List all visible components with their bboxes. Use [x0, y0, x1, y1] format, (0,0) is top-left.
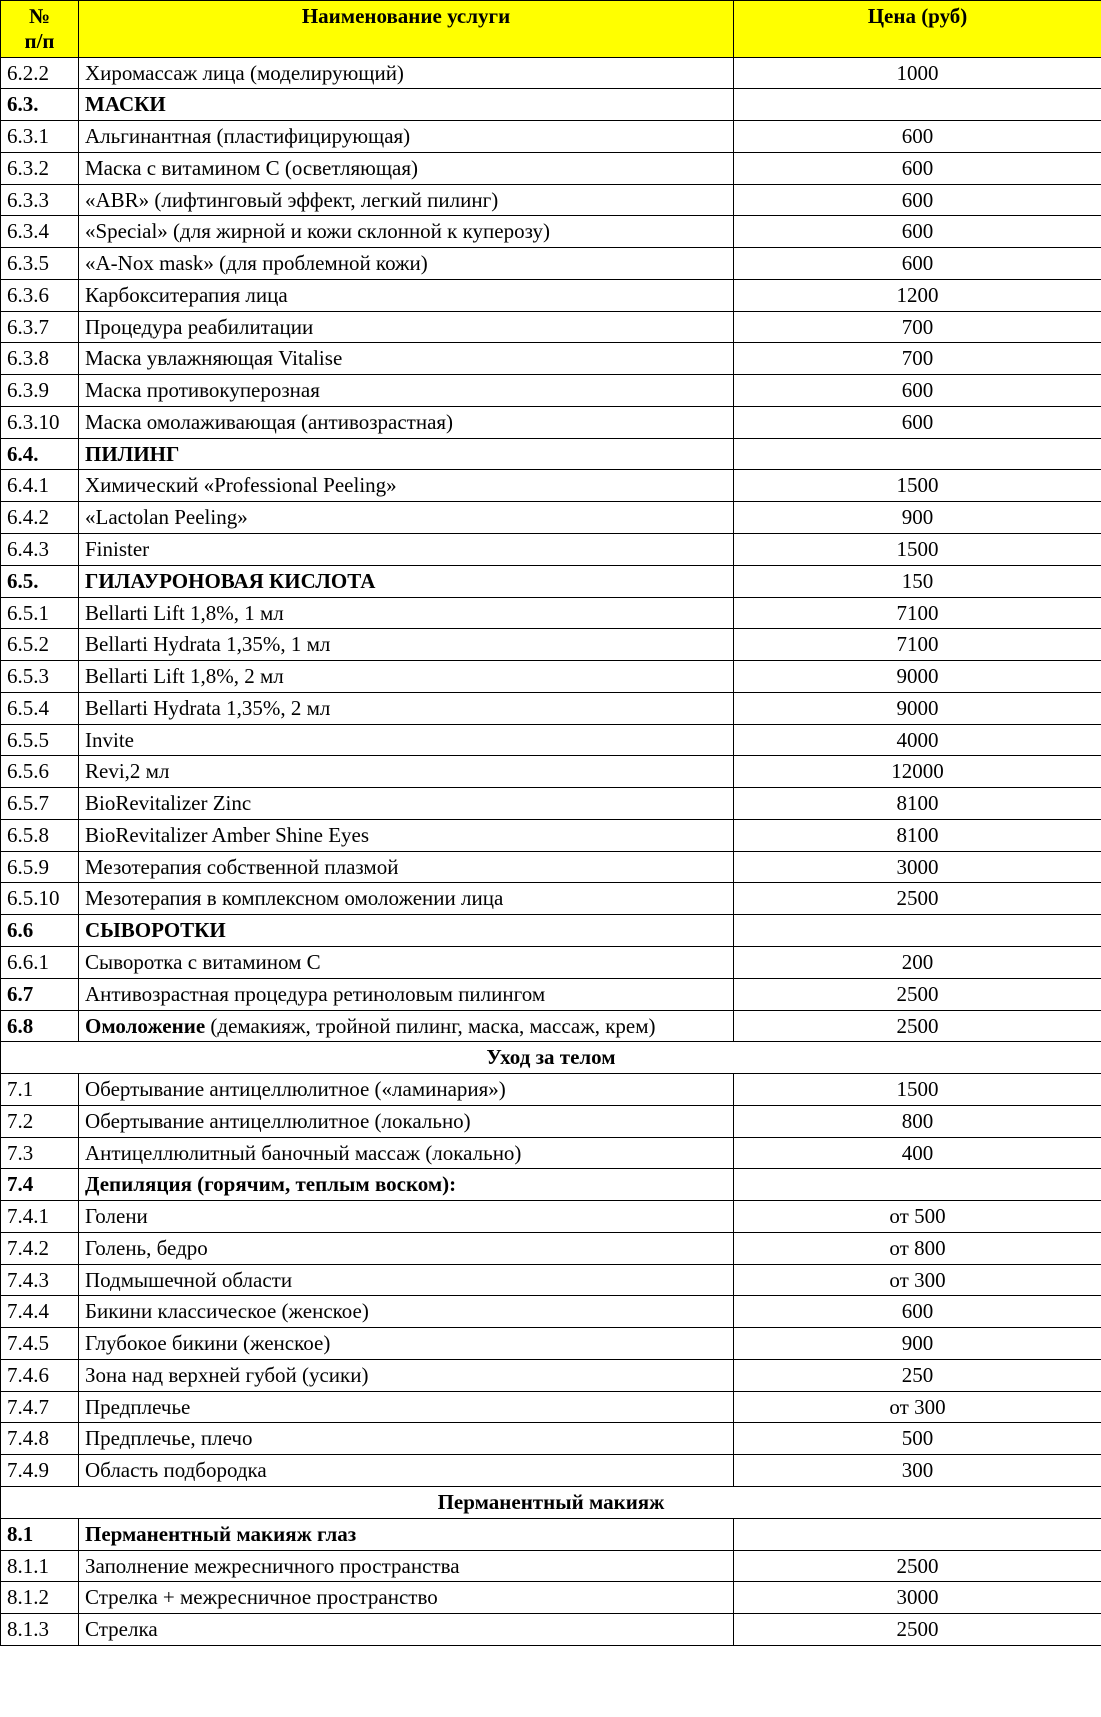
cell-number: 7.4.1	[1, 1201, 79, 1233]
cell-number: 6.7	[1, 978, 79, 1010]
cell-service-name: Процедура реабилитации	[79, 311, 734, 343]
cell-number: 8.1.1	[1, 1550, 79, 1582]
cell-price: 600	[734, 406, 1101, 438]
cell-service-name: Голени	[79, 1201, 734, 1233]
cell-price: 8100	[734, 788, 1101, 820]
table-row	[1, 1264, 1101, 1296]
group-title: Уход за телом	[1, 1042, 1101, 1074]
cell-number: 6.2.2	[1, 57, 79, 89]
column-header-service-name: Наименование услуги	[79, 1, 734, 58]
cell-price: 600	[734, 121, 1101, 153]
cell-price: 700	[734, 311, 1101, 343]
table-row	[1, 819, 1101, 851]
table-row	[1, 661, 1101, 693]
table-row	[1, 1391, 1101, 1423]
cell-number: 6.5.4	[1, 692, 79, 724]
cell-service-name: Антивозрастная процедура ретиноловым пилингом	[79, 978, 734, 1010]
cell-service-name: Мезотерапия собственной плазмой	[79, 851, 734, 883]
cell-number: 7.3	[1, 1137, 79, 1169]
cell-price: 700	[734, 343, 1101, 375]
table-row	[1, 1455, 1101, 1487]
table-row	[1, 1010, 1101, 1042]
cell-price: 3000	[734, 851, 1101, 883]
cell-number: 6.8	[1, 1010, 79, 1042]
cell-number: 6.3.9	[1, 375, 79, 407]
table-row	[1, 978, 1101, 1010]
cell-price: 2500	[734, 1010, 1101, 1042]
cell-price: 250	[734, 1359, 1101, 1391]
table-row	[1, 1614, 1101, 1646]
table-row	[1, 1518, 1101, 1550]
table-row	[1, 1328, 1101, 1360]
table-row	[1, 946, 1101, 978]
cell-price: 1500	[734, 1074, 1101, 1106]
cell-number: 7.4.7	[1, 1391, 79, 1423]
cell-service-name: Invite	[79, 724, 734, 756]
cell-number: 6.6.1	[1, 946, 79, 978]
cell-service-name: Бикини классическое (женское)	[79, 1296, 734, 1328]
table-header	[1, 1, 1101, 58]
table-row	[1, 1582, 1101, 1614]
cell-price	[734, 1518, 1101, 1550]
cell-service-name: Предплечье	[79, 1391, 734, 1423]
cell-price: 7100	[734, 597, 1101, 629]
cell-number: 7.4.4	[1, 1296, 79, 1328]
cell-price: 200	[734, 946, 1101, 978]
cell-service-name: Химический «Professional Peeling»	[79, 470, 734, 502]
table-row	[1, 1074, 1101, 1106]
cell-number: 6.5.	[1, 565, 79, 597]
cell-price: от 800	[734, 1232, 1101, 1264]
cell-service-name: Обертывание антицеллюлитное (локально)	[79, 1105, 734, 1137]
cell-service-name: «A-Nox mask» (для проблемной кожи)	[79, 248, 734, 280]
cell-number: 6.3.2	[1, 152, 79, 184]
cell-service-name: Bellarti Lift 1,8%, 2 мл	[79, 661, 734, 693]
cell-service-name: BioRevitalizer Amber Shine Eyes	[79, 819, 734, 851]
cell-service-name: Стрелка	[79, 1614, 734, 1646]
cell-number: 6.5.5	[1, 724, 79, 756]
table-row	[1, 883, 1101, 915]
cell-number: 8.1	[1, 1518, 79, 1550]
cell-number: 6.3.6	[1, 279, 79, 311]
cell-price	[734, 1169, 1101, 1201]
cell-number: 6.5.3	[1, 661, 79, 693]
column-header-number-line2: п/п	[24, 28, 55, 53]
table-row	[1, 89, 1101, 121]
cell-price: от 500	[734, 1201, 1101, 1233]
table-row	[1, 438, 1101, 470]
table-body	[1, 57, 1101, 1645]
cell-service-name: Предплечье, плечо	[79, 1423, 734, 1455]
cell-price: 1200	[734, 279, 1101, 311]
cell-number: 6.5.6	[1, 756, 79, 788]
table-row	[1, 121, 1101, 153]
cell-service-name: Депиляция (горячим, теплым воском):	[79, 1169, 734, 1201]
cell-price: 12000	[734, 756, 1101, 788]
cell-price	[734, 438, 1101, 470]
cell-price: 600	[734, 375, 1101, 407]
cell-service-name: Finister	[79, 534, 734, 566]
table-row	[1, 343, 1101, 375]
cell-price: 1500	[734, 534, 1101, 566]
cell-service-name: Маска с витамином С (осветляющая)	[79, 152, 734, 184]
table-row	[1, 248, 1101, 280]
cell-number: 6.5.8	[1, 819, 79, 851]
cell-price: 4000	[734, 724, 1101, 756]
cell-price: 1000	[734, 57, 1101, 89]
cell-service-name: Подмышечной области	[79, 1264, 734, 1296]
cell-price: 2500	[734, 883, 1101, 915]
cell-price: 300	[734, 1455, 1101, 1487]
cell-price: 800	[734, 1105, 1101, 1137]
cell-price: 600	[734, 216, 1101, 248]
cell-service-name: Маска противокуперозная	[79, 375, 734, 407]
cell-number: 6.3.10	[1, 406, 79, 438]
table-group-row	[1, 1042, 1101, 1074]
cell-service-name: «ABR» (лифтинговый эффект, легкий пилинг)	[79, 184, 734, 216]
cell-service-name: «Special» (для жирной и кожи склонной к куперозу)	[79, 216, 734, 248]
cell-service-name: Карбокситерапия лица	[79, 279, 734, 311]
cell-number: 7.4.2	[1, 1232, 79, 1264]
cell-service-name: Голень, бедро	[79, 1232, 734, 1264]
cell-service-name: СЫВОРОТКИ	[79, 915, 734, 947]
cell-number: 6.3.	[1, 89, 79, 121]
cell-price	[734, 89, 1101, 121]
cell-number: 6.4.	[1, 438, 79, 470]
table-row	[1, 1423, 1101, 1455]
column-header-number	[1, 1, 79, 58]
table-group-row	[1, 1486, 1101, 1518]
table-row	[1, 915, 1101, 947]
cell-number: 8.1.2	[1, 1582, 79, 1614]
cell-service-name: Стрелка + межресничное пространство	[79, 1582, 734, 1614]
table-row	[1, 597, 1101, 629]
column-header-price: Цена (руб)	[734, 1, 1101, 58]
cell-service-name: МАСКИ	[79, 89, 734, 121]
cell-service-name: Мезотерапия в комплексном омоложении лица	[79, 883, 734, 915]
table-row	[1, 406, 1101, 438]
table-row	[1, 184, 1101, 216]
table-row	[1, 1232, 1101, 1264]
table-row	[1, 1296, 1101, 1328]
cell-price: 3000	[734, 1582, 1101, 1614]
cell-price: 2500	[734, 978, 1101, 1010]
cell-price	[734, 915, 1101, 947]
cell-price: 2500	[734, 1550, 1101, 1582]
table-row	[1, 1137, 1101, 1169]
cell-service-name: Глубокое бикини (женское)	[79, 1328, 734, 1360]
table-row	[1, 534, 1101, 566]
cell-price: 600	[734, 152, 1101, 184]
table-row	[1, 565, 1101, 597]
table-row	[1, 216, 1101, 248]
cell-number: 6.5.2	[1, 629, 79, 661]
cell-number: 7.1	[1, 1074, 79, 1106]
table-row	[1, 1359, 1101, 1391]
cell-service-name: Bellarti Hydrata 1,35%, 1 мл	[79, 629, 734, 661]
table-row	[1, 692, 1101, 724]
cell-price: 600	[734, 184, 1101, 216]
cell-price: 2500	[734, 1614, 1101, 1646]
cell-price: от 300	[734, 1391, 1101, 1423]
table-row	[1, 1550, 1101, 1582]
cell-service-name: Антицеллюлитный баночный массаж (локально)	[79, 1137, 734, 1169]
cell-number: 7.4.6	[1, 1359, 79, 1391]
cell-number: 6.3.4	[1, 216, 79, 248]
table-row	[1, 788, 1101, 820]
cell-number: 6.3.5	[1, 248, 79, 280]
table-row	[1, 1201, 1101, 1233]
cell-service-name: BioRevitalizer Zinc	[79, 788, 734, 820]
table-row	[1, 756, 1101, 788]
table-header-row	[1, 1, 1101, 58]
cell-service-name	[79, 1010, 734, 1042]
cell-number: 7.4.9	[1, 1455, 79, 1487]
cell-service-name: Заполнение межресничного пространства	[79, 1550, 734, 1582]
cell-price: 9000	[734, 661, 1101, 693]
cell-service-name: «Lactolan Peeling»	[79, 502, 734, 534]
table-row	[1, 375, 1101, 407]
table-row	[1, 57, 1101, 89]
cell-number: 6.5.10	[1, 883, 79, 915]
table-row	[1, 502, 1101, 534]
cell-price: 400	[734, 1137, 1101, 1169]
cell-number: 7.4.5	[1, 1328, 79, 1360]
cell-number: 7.4	[1, 1169, 79, 1201]
cell-service-name: ПИЛИНГ	[79, 438, 734, 470]
cell-service-name: Зона над верхней губой (усики)	[79, 1359, 734, 1391]
cell-service-name-rest: (демакияж, тройной пилинг, маска, массаж, крем)	[205, 1013, 656, 1038]
table-row	[1, 311, 1101, 343]
cell-number: 7.4.3	[1, 1264, 79, 1296]
table-row	[1, 470, 1101, 502]
cell-service-name: Хиромассаж лица (моделирующий)	[79, 57, 734, 89]
cell-number: 6.5.7	[1, 788, 79, 820]
table-row	[1, 629, 1101, 661]
cell-price: 600	[734, 248, 1101, 280]
cell-service-name-bold: Омоложение	[85, 1013, 206, 1038]
cell-service-name: Маска увлажняющая Vitalise	[79, 343, 734, 375]
cell-number: 6.6	[1, 915, 79, 947]
cell-price: 8100	[734, 819, 1101, 851]
cell-price: 7100	[734, 629, 1101, 661]
cell-number: 6.5.9	[1, 851, 79, 883]
cell-price: от 300	[734, 1264, 1101, 1296]
table-row	[1, 724, 1101, 756]
cell-price: 1500	[734, 470, 1101, 502]
cell-number: 6.4.2	[1, 502, 79, 534]
table-row	[1, 152, 1101, 184]
cell-number: 7.2	[1, 1105, 79, 1137]
cell-service-name: Область подбородка	[79, 1455, 734, 1487]
cell-price: 9000	[734, 692, 1101, 724]
cell-service-name: Перманентный макияж глаз	[79, 1518, 734, 1550]
cell-number: 6.5.1	[1, 597, 79, 629]
cell-number: 6.3.8	[1, 343, 79, 375]
cell-price: 900	[734, 1328, 1101, 1360]
group-title: Перманентный макияж	[1, 1486, 1101, 1518]
cell-number: 6.3.7	[1, 311, 79, 343]
cell-number: 8.1.3	[1, 1614, 79, 1646]
table-row	[1, 1169, 1101, 1201]
cell-price: 900	[734, 502, 1101, 534]
cell-price: 500	[734, 1423, 1101, 1455]
cell-price: 150	[734, 565, 1101, 597]
cell-service-name: Bellarti Hydrata 1,35%, 2 мл	[79, 692, 734, 724]
cell-service-name: Обертывание антицеллюлитное («ламинария»)	[79, 1074, 734, 1106]
cell-service-name: Bellarti Lift 1,8%, 1 мл	[79, 597, 734, 629]
cell-service-name: Маска омолаживающая (антивозрастная)	[79, 406, 734, 438]
cell-number: 6.4.3	[1, 534, 79, 566]
cell-number: 7.4.8	[1, 1423, 79, 1455]
cell-number: 6.4.1	[1, 470, 79, 502]
table-row	[1, 851, 1101, 883]
cell-service-name: Сыворотка с витамином С	[79, 946, 734, 978]
cell-number: 6.3.1	[1, 121, 79, 153]
cell-service-name: Альгинантная (пластифицирующая)	[79, 121, 734, 153]
table-row	[1, 279, 1101, 311]
column-header-number-line1: №	[28, 4, 51, 28]
cell-number: 6.3.3	[1, 184, 79, 216]
table-row	[1, 1105, 1101, 1137]
cell-service-name: Revi,2 мл	[79, 756, 734, 788]
cell-price: 600	[734, 1296, 1101, 1328]
cell-service-name: ГИЛАУРОНОВАЯ КИСЛОТА	[79, 565, 734, 597]
